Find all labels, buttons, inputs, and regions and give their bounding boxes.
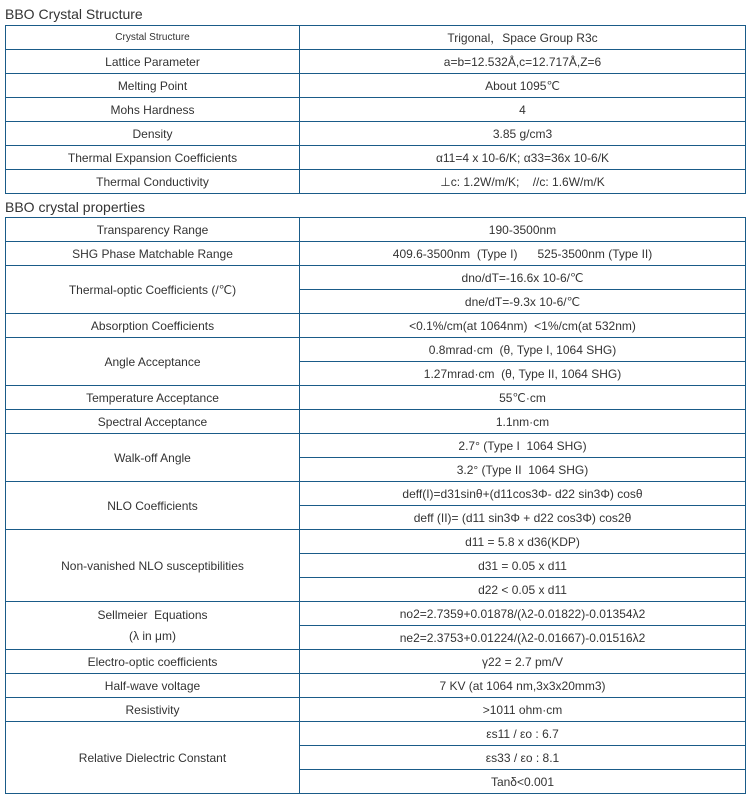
row-value: d11 = 5.8 x d36(KDP) [300, 530, 746, 554]
row-label: Relative Dielectric Constant [6, 722, 300, 794]
row-label: Crystal Structure [6, 26, 300, 50]
row-value: 55℃·cm [300, 386, 746, 410]
table-row [6, 386, 746, 410]
row-value: 1.1nm·cm [300, 410, 746, 434]
row-value: Trigonal，Space Group R3c [300, 26, 746, 50]
row-label: Lattice Parameter [6, 50, 300, 74]
row-value: About 1095℃ [300, 74, 746, 98]
table-row [6, 122, 746, 146]
row-label: SHG Phase Matchable Range [6, 242, 300, 266]
row-value: deff(I)=d31sinθ+(d11cos3Φ- d22 sin3Φ) cosθ [300, 482, 746, 506]
table-row [6, 74, 746, 98]
row-value: d22 < 0.05 x d11 [300, 578, 746, 602]
table-row [6, 242, 746, 266]
row-value: γ22 = 2.7 pm/V [300, 650, 746, 674]
table-row [6, 722, 746, 746]
table-row [6, 530, 746, 554]
table-row [6, 434, 746, 458]
properties-table [5, 217, 746, 794]
row-label: Thermal Expansion Coefficients [6, 146, 300, 170]
row-value: dno/dT=-16.6x 10-6/℃ [300, 266, 746, 290]
structure-table [5, 25, 746, 194]
table-row [6, 26, 746, 50]
row-label: Density [6, 122, 300, 146]
row-value: εs33 / εo : 8.1 [300, 746, 746, 770]
row-value: 7 KV (at 1064 nm,3x3x20mm3) [300, 674, 746, 698]
row-value: α11=4 x 10-6/K; α33=36x 10-6/K [300, 146, 746, 170]
row-label: Thermal Conductivity [6, 170, 300, 194]
row-label: Electro-optic coefficients [6, 650, 300, 674]
row-label: Transparency Range [6, 218, 300, 242]
table-row [6, 482, 746, 506]
row-value: deff (II)= (d11 sin3Φ + d22 cos3Φ) cos2θ [300, 506, 746, 530]
row-label: Angle Acceptance [6, 338, 300, 386]
row-value: 2.7° (Type I 1064 SHG) [300, 434, 746, 458]
table-row [6, 602, 746, 626]
row-label-sub: (λ in μm) [129, 628, 176, 643]
row-label: NLO Coefficients [6, 482, 300, 530]
row-label: Spectral Acceptance [6, 410, 300, 434]
row-value: 0.8mrad·cm (θ, Type I, 1064 SHG) [300, 338, 746, 362]
row-label: Melting Point [6, 74, 300, 98]
row-value: 4 [300, 98, 746, 122]
table-row [6, 650, 746, 674]
row-value: ne2=2.3753+0.01224/(λ2-0.01667)-0.01516λ2 [300, 626, 746, 650]
row-value: no2=2.7359+0.01878/(λ2-0.01822)-0.01354λ2 [300, 602, 746, 626]
table-row [6, 410, 746, 434]
row-value: a=b=12.532Å,c=12.717Å,Z=6 [300, 50, 746, 74]
table-row [6, 50, 746, 74]
row-label: Sellmeier Equations [97, 607, 208, 622]
row-value: d31 = 0.05 x d11 [300, 554, 746, 578]
row-value: dne/dT=-9.3x 10-6/℃ [300, 290, 746, 314]
row-label: Temperature Acceptance [6, 386, 300, 410]
sellmeier-label [6, 602, 300, 650]
row-label: Resistivity [6, 698, 300, 722]
row-label: Walk-off Angle [6, 434, 300, 482]
table-row [6, 98, 746, 122]
table-row [6, 146, 746, 170]
table-row [6, 338, 746, 362]
table-row [6, 266, 746, 290]
row-value: ⊥c: 1.2W/m/K; //c: 1.6W/m/K [300, 170, 746, 194]
table-row [6, 314, 746, 338]
table-row [6, 218, 746, 242]
row-value: 3.2° (Type II 1064 SHG) [300, 458, 746, 482]
row-label: Absorption Coefficients [6, 314, 300, 338]
row-value: <0.1%/cm(at 1064nm) <1%/cm(at 532nm) [300, 314, 746, 338]
row-value: εs11 / εo : 6.7 [300, 722, 746, 746]
row-label: Mohs Hardness [6, 98, 300, 122]
row-label: Thermal-optic Coefficients (/℃) [6, 266, 300, 314]
table-row [6, 674, 746, 698]
properties-title: BBO crystal properties [5, 199, 146, 215]
row-value: 1.27mrad·cm (θ, Type II, 1064 SHG) [300, 362, 746, 386]
table-row [6, 170, 746, 194]
row-value: 409.6-3500nm (Type I) 525-3500nm (Type II) [300, 242, 746, 266]
row-label: Half-wave voltage [6, 674, 300, 698]
table-row [6, 698, 746, 722]
structure-title: BBO Crystal Structure [5, 6, 143, 22]
row-value: >1011 ohm·cm [300, 698, 746, 722]
row-label: Non-vanished NLO susceptibilities [6, 530, 300, 602]
row-value: 3.85 g/cm3 [300, 122, 746, 146]
row-value: Tanδ<0.001 [300, 770, 746, 794]
row-value: 190-3500nm [300, 218, 746, 242]
